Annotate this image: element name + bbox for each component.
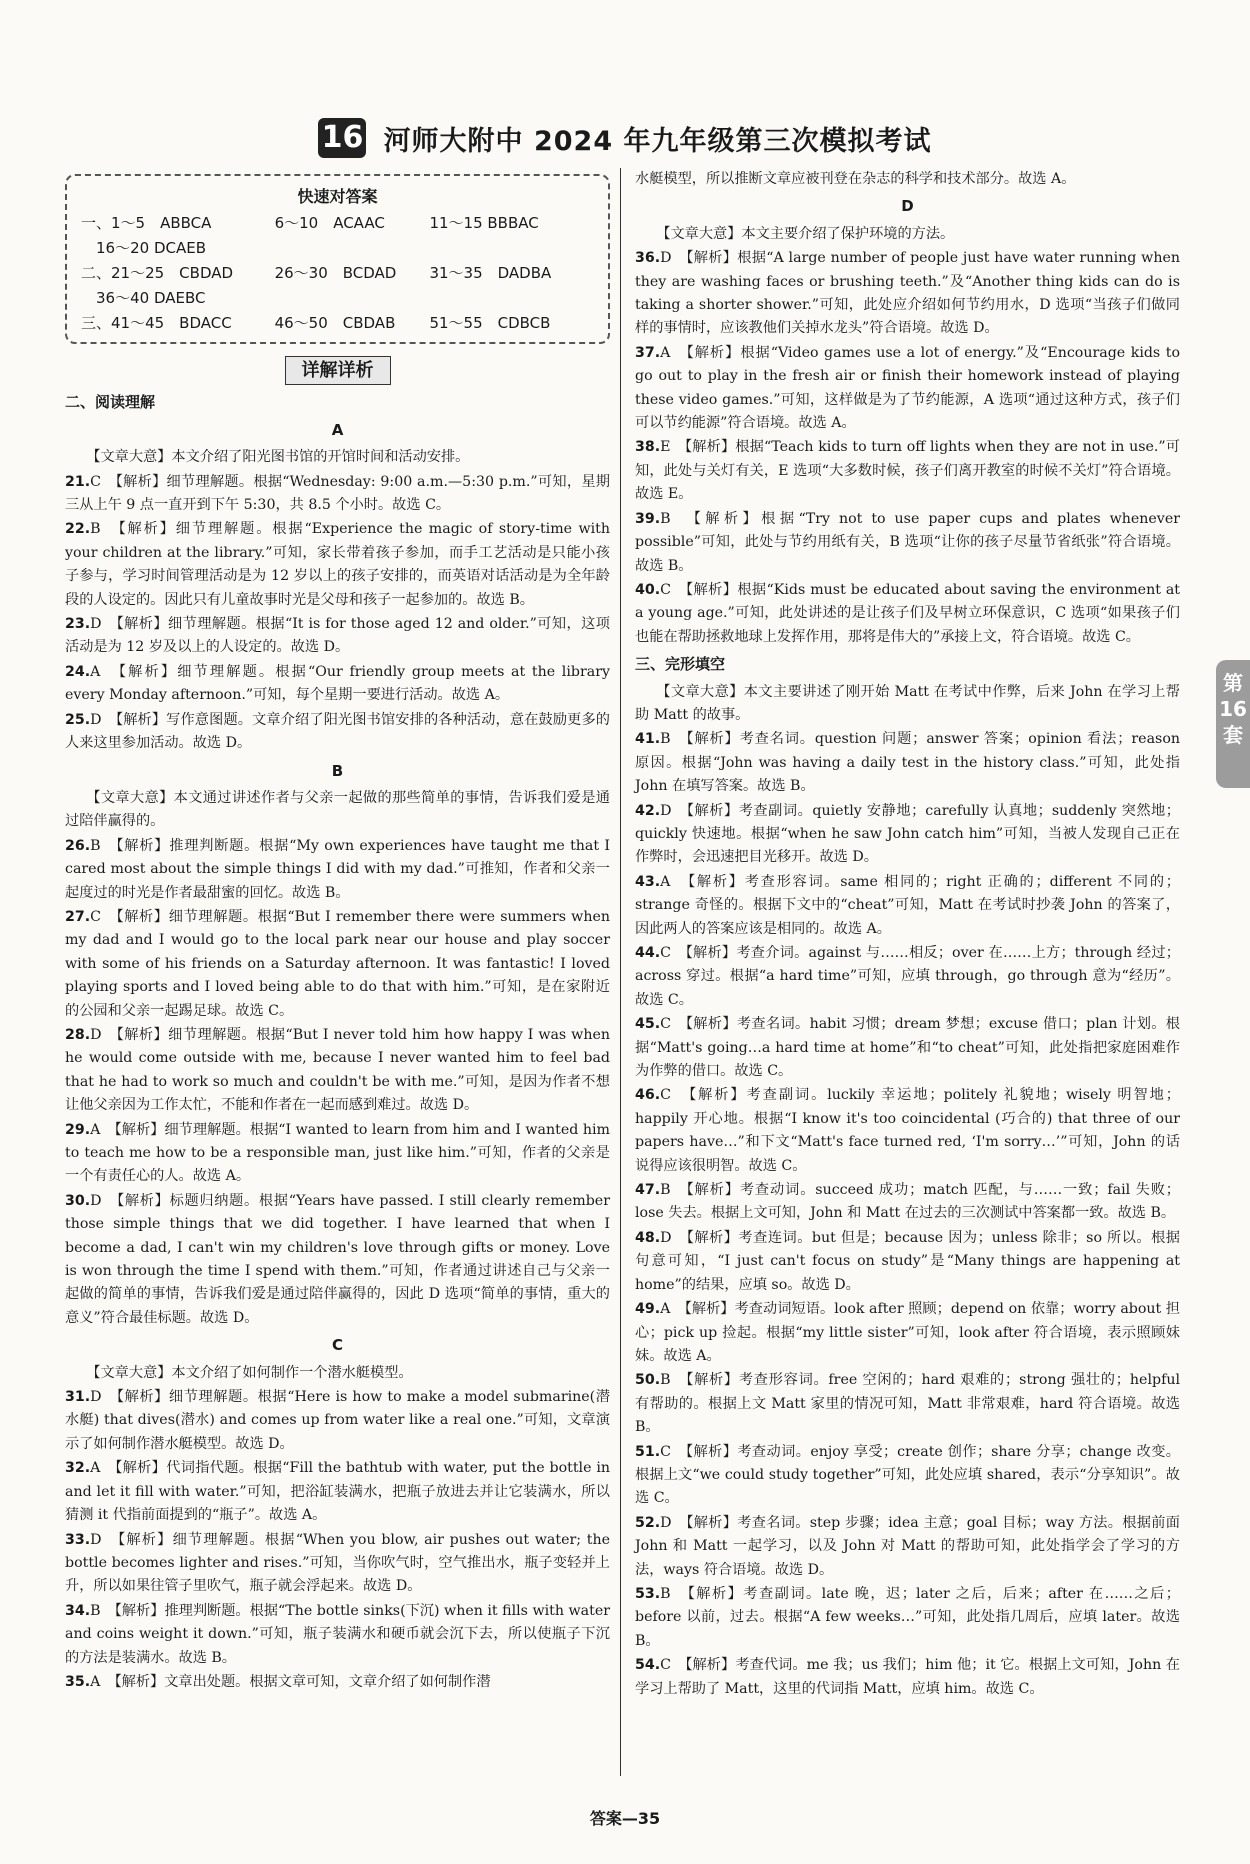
passage-b-intro: 【文章大意】本文通过讲述作者与父亲一起做的那些简单的事情，告诉我们爱是通过陪伴赢得的。 xyxy=(65,789,610,830)
question-number: 30. xyxy=(65,1192,91,1209)
section-reading: 二、阅读理解 xyxy=(65,393,156,412)
explanation-text: B 【解析】考查动词。succeed 成功；match 匹配，与……一致；fail 失败；lose 失去。根据上文可知，John 和 Matt 在过去的三次测试中答案都一致。故选 B。 xyxy=(635,1182,1180,1222)
section-cloze: 三、完形填空 xyxy=(635,655,726,674)
answer-explanation xyxy=(65,518,610,612)
question-number: 42. xyxy=(635,802,661,819)
quick-answer-title: 快速对答案 xyxy=(297,187,378,206)
question-number: 54. xyxy=(635,1657,661,1674)
explanation-text: B 【解析】考查副词。late 晚，迟；later 之后，后来；after 在……之后；before 以前，过去。根据“A few weeks…”可知，此处指几周后，应填 later。故选 B。 xyxy=(635,1585,1180,1649)
answer-explanation xyxy=(65,1386,610,1456)
question-number: 23. xyxy=(65,616,91,633)
question-number: 34. xyxy=(65,1602,91,1619)
detail-heading: 详解详析 xyxy=(65,356,610,385)
question-number: 45. xyxy=(635,1016,661,1033)
question-number: 48. xyxy=(635,1229,661,1246)
answer-explanation xyxy=(635,1179,1180,1226)
answer-explanation xyxy=(635,1013,1180,1083)
answer-explanation xyxy=(65,471,610,518)
explanation-text: D 【解析】标题归纳题。根据“Years have passed. I still clearly remember those simple things that we did together. I have learned that when I become a dad, I can't win my children's love through gifts or money. Love is won through the time I spend with them.”可知，作者通过讲述自己与父亲一起做的简单的事情，告诉我们爱是通过陪伴赢得的，因此 D 选项“简单的事情，重大的意义”符合最佳标题。故选 D。 xyxy=(65,1192,610,1326)
answer-explanation xyxy=(635,1441,1180,1511)
answer-explanation xyxy=(635,942,1180,1012)
explanation-text: A 【解析】根据“Video games use a lot of energy.”及“Encourage kids to go out to play in the fresh air or finish their homework instead of playing these video games.”可知，这样做是为了节约能源，A 选项“通过这种方式，孩子们可以节约能源”符合语境。故选 A。 xyxy=(635,344,1180,432)
answer-explanation xyxy=(635,1583,1180,1653)
question-number: 39. xyxy=(635,510,661,527)
passage-b-label: B xyxy=(331,761,344,780)
question-number: 47. xyxy=(635,1182,661,1199)
answer-explanation xyxy=(65,1529,610,1599)
question-number: 50. xyxy=(635,1372,661,1389)
answer-explanation xyxy=(635,871,1180,941)
answer-explanation xyxy=(65,613,610,660)
explanation-text: D 【解析】细节理解题。根据“But I never told him how happy I was when he would come outside with me, because I never wanted him to feel bad that he had to work so much and couldn't be with me.”可知，是因为作者不想让他父亲因为工作太忙，不能和作者在一起而感到难过。故选 D。 xyxy=(65,1026,610,1114)
question-number: 37. xyxy=(635,344,661,361)
quick-answer-box xyxy=(65,174,610,344)
right-column xyxy=(635,168,1180,1702)
explanation-text: C 【解析】考查动词。enjoy 享受；create 创作；share 分享；change 改变。根据上文“we could study together”可知，此处应填 shared，表示“分享知识”。故选 C。 xyxy=(635,1443,1180,1507)
answer-explanation xyxy=(635,800,1180,870)
answer-explanation xyxy=(635,1512,1180,1582)
explanation-text: E 【解析】根据“Teach kids to turn off lights when they are not in use.”可知，此处与关灯有关，E 选项“大多数时候，孩子们离开教室的时候不关灯”符合语境。故选 E。 xyxy=(635,439,1180,503)
question-number: 31. xyxy=(65,1389,91,1406)
explanation-text: D 【解析】细节理解题。根据“It is for those aged 12 and older.”可知，这项活动是为 12 岁及以上的人设定的。故选 D。 xyxy=(65,616,610,656)
question-number: 52. xyxy=(635,1514,661,1531)
explanation-text: A 【解析】细节理解题。根据“I wanted to learn from him and I wanted him to teach me how to be a responsible man, just like him.”可知，作者的父亲是一个有责任心的人。故选 A。 xyxy=(65,1121,610,1185)
question-number: 41. xyxy=(635,731,661,748)
passage-a-label: A xyxy=(331,420,344,439)
answer-explanation xyxy=(65,1600,610,1670)
explanation-text: D 【解析】细节理解题。根据“Here is how to make a model submarine(潜水艇) that dives(潜水) and comes up from water like a real one.”可知，文章演示了如何制作潜水艇模型。故选 D。 xyxy=(65,1389,610,1452)
explanation-text: A 【解析】代词指代题。根据“Fill the bathtub with water, put the bottle in and let it fill with water.”可知，把浴缸装满水，把瓶子放进去并让它装满水，所以猜测 it 代指前面提到的“瓶子”。故选 A。 xyxy=(65,1460,610,1524)
answer-explanation xyxy=(65,906,610,1023)
question-number: 44. xyxy=(635,945,661,961)
question-number: 43. xyxy=(635,873,661,890)
cloze-intro: 【文章大意】本文主要讲述了刚开始 Matt 在考试中作弊，后来 John 在学习上帮助 Matt 的故事。 xyxy=(635,683,1180,723)
answer-explanation xyxy=(635,436,1180,506)
explanation-text: D 【解析】考查连词。but 但是；because 因为；unless 除非；so 所以。根据句意可知，“I just can't focus on study”是“Many things are happening at home”的结果，应填 so。故选 D。 xyxy=(635,1229,1180,1293)
explanation-text: D 【解析】细节理解题。根据“When you blow, air pushes out water; the bottle becomes lighter and rises.”可知，当你吹气时，空气推出水，瓶子变轻并上升，所以如果往管子里吹气，瓶子就会浮起来。故选 D。 xyxy=(65,1531,610,1595)
answer-explanation xyxy=(635,1298,1180,1368)
set-number-badge: 16 xyxy=(318,118,366,158)
passage-a-intro: 【文章大意】本文介绍了阳光图书馆的开馆时间和活动安排。 xyxy=(86,449,470,466)
left-column xyxy=(65,168,610,1695)
question-number: 29. xyxy=(65,1121,91,1138)
passage-d-intro: 【文章大意】本文主要介绍了保护环境的方法。 xyxy=(656,225,955,242)
question-number: 27. xyxy=(65,908,91,925)
column-divider xyxy=(620,168,621,1776)
answer-explanation xyxy=(65,1457,610,1527)
answer-explanation xyxy=(635,579,1180,649)
explanation-text: B 【解析】根据“Try not to use paper cups and plates whenever possible”可知，此处与节约用纸有关，B 选项“让你的孩子尽量节省纸张”符合语境。故选 B。 xyxy=(635,510,1180,574)
question-number: 38. xyxy=(635,439,661,456)
question-number: 32. xyxy=(65,1460,91,1477)
question-number: 26. xyxy=(65,837,91,854)
answer-explanation xyxy=(65,709,610,756)
question-number: 46. xyxy=(635,1087,661,1104)
explanation-text: C 【解析】细节理解题。根据“Wednesday: 9:00 a.m.—5:30 p.m.”可知，星期三从上午 9 点一直开到下午 5:30，共 8.5 个小时。故选 C。 xyxy=(65,473,610,514)
explanation-text: A 【解析】考查形容词。same 相同的；right 正确的；different 不同的；strange 奇怪的。根据下文中的“cheat”可知，Matt 在考试时抄袭 John 的答案了，因此两人的答案应该是相同的。故选 A。 xyxy=(635,873,1180,937)
page-header xyxy=(0,118,1250,158)
explanation-text: D 【解析】写作意图题。文章介绍了阳光图书馆安排的各种活动，意在鼓励更多的人来这里参加活动。故选 D。 xyxy=(65,711,610,752)
question-number: 53. xyxy=(635,1585,661,1602)
answer-explanation xyxy=(635,1227,1180,1297)
question-number: 33. xyxy=(65,1531,91,1548)
explanation-text: A 【解析】考查动词短语。look after 照顾；depend on 依靠；worry about 担心；pick up 捡起。根据“my little sister”可知，look after 符合语境，表示照顾妹妹。故选 A。 xyxy=(635,1301,1180,1364)
explanation-text: D 【解析】根据“A large number of people just have water running when they are washing faces or brushing teeth.”及“Another thing kids can do is taking a shorter shower.”可知，此处应介绍如何节约用水，D 选项“当孩子们做同样的事情时，应该教他们关掉水龙头”符合语境。故选 D。 xyxy=(635,250,1180,337)
explanation-text: C 【解析】考查代词。me 我；us 我们；him 他；it 它。根据上文可知，John 在学习上帮助了 Matt，这里的代词指 Matt，应填 him。故选 C。 xyxy=(635,1657,1180,1697)
answer-explanation xyxy=(635,342,1180,436)
answer-explanation xyxy=(65,1024,610,1118)
passage-c-intro: 【文章大意】本文介绍了如何制作一个潜水艇模型。 xyxy=(86,1364,413,1381)
question-number: 21. xyxy=(65,473,91,490)
explanation-text: C 【解析】细节理解题。根据“But I remember there were summers when my dad and I would go to the local park near our house and play soccer with some of his friends on a Saturday afternoon. It was fantastic! I loved playing sports and I loved being able to do that with him.”可知，是在家附近的公园和父亲一起踢足球。故选 C。 xyxy=(65,908,610,1019)
question-number: 22. xyxy=(65,521,91,538)
set-side-tab: 第 16 套 xyxy=(1216,660,1250,788)
answer-explanation xyxy=(635,1654,1180,1701)
explanation-text: D 【解析】考查副词。quietly 安静地；carefully 认真地；suddenly 突然地；quickly 快速地。根据“when he saw John catch him”可知，当被人发现自己正在作弊时，会迅速把目光移开。故选 D。 xyxy=(635,802,1180,866)
explanation-text: A 【解析】文章出处题。根据文章可知，文章介绍了如何制作潜 xyxy=(90,1673,491,1690)
quick-answer-row: 二、21～25 CBDAD 26～30 BCDAD 31～35 DADBA xyxy=(81,264,552,282)
explanation-text: B 【解析】考查名词。question 问题；answer 答案；opinion 看法；reason 原因。根据“John was having a daily test in the history class.”可知，此处指 John 在填写答案。故选 B。 xyxy=(635,731,1180,795)
explanation-text: B 【解析】推理判断题。根据“The bottle sinks(下沉) when it fills with water and coins weight it down.”可知，瓶子装满水和硬币就会沉下去，所以使瓶子下沉的方法是装满水。故选 B。 xyxy=(65,1602,610,1666)
passage-c-label: C xyxy=(331,1336,343,1355)
answer-explanation xyxy=(65,1671,610,1694)
question-number: 35. xyxy=(65,1673,91,1690)
page-title: 河师大附中 2024 年九年级第三次模拟考试 xyxy=(383,125,932,157)
explanation-text: B 【解析】考查形容词。free 空闲的；hard 艰难的；strong 强壮的；helpful 有帮助的。根据上文 Matt 家里的情况可知，Matt 非常艰难，hard 符合语境。故选 B。 xyxy=(635,1372,1180,1436)
quick-answer-row: 36～40 DAEBC xyxy=(81,289,206,307)
page-footer: 答案—35 xyxy=(589,1809,661,1828)
answer-explanation xyxy=(635,728,1180,798)
quick-answer-row: 一、1～5 ABBCA 6～10 ACAAC 11～15 BBBAC xyxy=(81,214,539,232)
passage-d-label: D xyxy=(901,197,914,216)
explanation-text: C 【解析】考查介词。against 与……相反；over 在……上方；through 经过；across 穿过。根据“a hard time”可知，应填 through，go through 意为“经历”。故选 C。 xyxy=(635,945,1180,1008)
answer-explanation xyxy=(65,1119,610,1189)
answer-explanation xyxy=(65,1190,610,1330)
question-number: 51. xyxy=(635,1443,661,1460)
question-number: 24. xyxy=(65,663,91,680)
explanation-text: A 【解析】细节理解题。根据“Our friendly group meets at the library every Monday afternoon.”可知，每个星期一要进行活动。故选 A。 xyxy=(65,663,610,704)
explanation-text: C 【解析】考查副词。luckily 幸运地；politely 礼貌地；wisely 明智地；happily 开心地。根据“I know it's too coincidental (巧合的) that three of our papers have…”和下文“Matt's face turned red, ‘I'm sorry…’”可知，John 的话说得应该很明智。故选 C。 xyxy=(635,1087,1180,1174)
question-number: 40. xyxy=(635,581,661,598)
quick-answer-row: 三、41～45 BDACC 46～50 CBDAB 51～55 CDBCB xyxy=(81,314,551,332)
question-number: 36. xyxy=(635,250,661,267)
explanation-text: B 【解析】细节理解题。根据“Experience the magic of story-time with your children at the library.”可知，家长带着孩子参加，而手工艺活动是只能小孩子参与，学习时间管理活动是为 12 岁以上的孩子安排的，而英语对话活动是为全年龄段的人设定的。因此只有儿童故事时光是父母和孩子一起参加的。故选 B。 xyxy=(65,521,610,608)
question-number: 28. xyxy=(65,1026,91,1043)
question-number: 25. xyxy=(65,711,91,728)
explanation-text: C 【解析】根据“Kids must be educated about saving the environment at a young age.”可知，此处讲述的是让孩子们及早树立环保意识，C 选项“如果孩子们也能在帮助拯救地球上发挥作用，那将是伟大的”承接上文，符合语境。故选 C。 xyxy=(635,581,1180,645)
continuation-text: 水艇模型，所以推断文章应被刊登在杂志的科学和技术部分。故选 A。 xyxy=(635,171,1076,187)
answer-explanation xyxy=(635,247,1180,341)
answer-explanation xyxy=(635,1369,1180,1439)
answer-explanation xyxy=(65,661,610,708)
answer-explanation xyxy=(635,1084,1180,1178)
explanation-text: C 【解析】考查名词。habit 习惯；dream 梦想；excuse 借口；plan 计划。根据“Matt's going…a hard time at home”和“to cheat”可知，此处指把家庭困难作为作弊的借口。故选 C。 xyxy=(635,1016,1180,1080)
answer-explanation xyxy=(635,508,1180,578)
explanation-text: D 【解析】考查名词。step 步骤；idea 主意；goal 目标；way 方法。根据前面 John 和 Matt 一起学习，以及 John 对 Matt 的帮助可知，此处指学会了学习的方法，ways 符合语境。故选 D。 xyxy=(635,1514,1180,1578)
explanation-text: B 【解析】推理判断题。根据“My own experiences have taught me that I cared most about the simple things I did with my dad.”可推知，作者和父亲一起度过的时光是作者最甜蜜的回忆。故选 B。 xyxy=(65,837,610,901)
question-number: 49. xyxy=(635,1301,661,1318)
quick-answer-row: 16～20 DCAEB xyxy=(81,239,206,257)
answer-explanation xyxy=(65,835,610,905)
